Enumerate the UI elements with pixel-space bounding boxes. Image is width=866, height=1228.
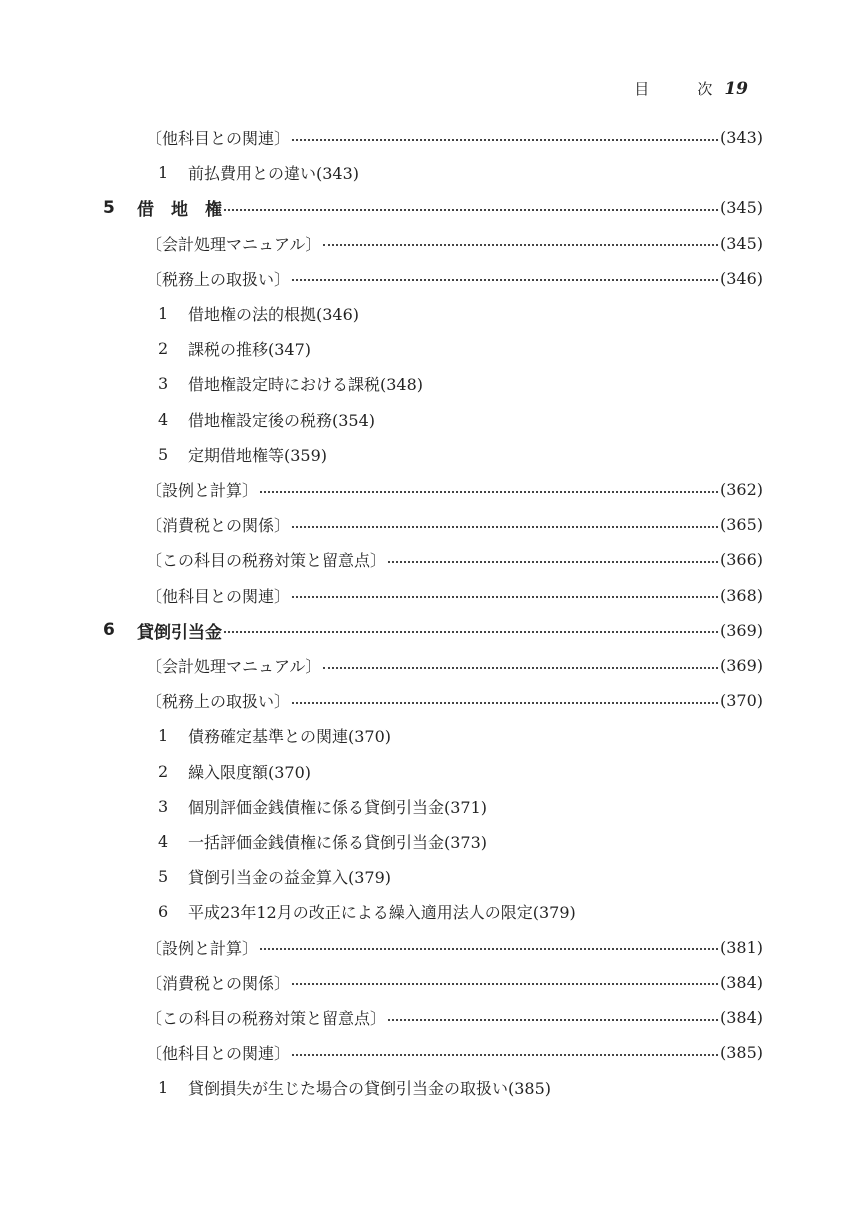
toc-entry-title: 定期借地権等(359) <box>188 445 328 465</box>
toc-entry-number: 5 <box>103 197 115 218</box>
toc-entry-number: 4 <box>158 832 169 851</box>
toc-entry-sub[interactable] <box>146 578 763 613</box>
toc-entry-page: (366) <box>719 550 763 570</box>
toc-entry-title: 〔設例と計算〕 <box>146 481 259 500</box>
toc-entry-number: 6 <box>158 902 169 922</box>
toc-entry-title: 〔他科目との関連〕 <box>146 1044 291 1064</box>
toc-entry-title: 課税の推移(347) <box>188 340 312 360</box>
dot-leader <box>388 561 718 563</box>
toc-entry-page: (369) <box>719 620 763 640</box>
toc-entry-title: 平成23年12月の改正による繰入適用法人の限定(379) <box>188 903 576 923</box>
toc-entry-number: 6 <box>103 620 115 641</box>
toc-entry-sec[interactable] <box>103 190 763 225</box>
toc-entry-title: 〔設例と計算〕 <box>146 938 259 958</box>
toc-entry-sub[interactable] <box>146 930 763 965</box>
toc-entry-title: 借 地 権 <box>137 200 222 221</box>
toc-entry-sub[interactable] <box>146 683 763 718</box>
toc-entry-sub[interactable] <box>146 261 763 296</box>
toc-entry-item[interactable] <box>158 754 311 789</box>
toc-entry-number: 1 <box>158 304 169 323</box>
dot-leader <box>292 702 718 704</box>
dot-leader <box>292 526 718 528</box>
toc-entry-item[interactable] <box>158 437 327 472</box>
toc-entry-title: 貸倒引当金 <box>137 622 222 643</box>
toc-entry-item[interactable] <box>158 155 359 190</box>
dot-leader <box>323 244 718 246</box>
toc-entry-sub[interactable] <box>146 226 763 261</box>
toc-entry-page: (345) <box>719 233 763 253</box>
header-label-mokuji-2: 次 <box>697 80 713 98</box>
toc-entry-title: 〔消費税との関係〕 <box>146 973 291 993</box>
toc-entry-number: 3 <box>158 374 169 394</box>
toc-entry-page: (368) <box>719 585 763 605</box>
toc-entry-title: 貸倒引当金の益金算入(379) <box>188 868 392 888</box>
dot-leader <box>292 279 718 281</box>
toc-entry-number: 2 <box>158 339 169 359</box>
toc-entry-page: (346) <box>719 268 763 288</box>
dot-leader <box>224 209 718 211</box>
toc-entry-title: 〔会計処理マニュアル〕 <box>146 657 322 676</box>
toc-entry-page: (345) <box>719 198 763 218</box>
toc-entry-title: 貸倒損失が生じた場合の貸倒引当金の取扱い(385) <box>188 1079 552 1099</box>
dot-leader <box>292 1054 718 1056</box>
dot-leader <box>388 1019 718 1021</box>
dot-leader <box>260 491 718 493</box>
toc-entry-page: (381) <box>719 937 763 957</box>
toc-entry-title: 〔他科目との関連〕 <box>146 129 291 148</box>
toc-entry-title: 前払費用との違い(343) <box>188 164 360 184</box>
toc-entry-page: (384) <box>719 1008 763 1027</box>
toc-entry-title: 借地権設定後の税務(354) <box>188 410 376 430</box>
toc-entry-title: 借地権の法的根拠(346) <box>188 305 360 324</box>
toc-entry-sub[interactable] <box>146 120 763 155</box>
toc-entry-number: 1 <box>158 163 169 183</box>
toc-entry-number: 1 <box>158 726 169 746</box>
toc-entry-item[interactable] <box>158 789 487 824</box>
toc-entry-title: 〔税務上の取扱い〕 <box>146 269 291 289</box>
toc-entry-number: 2 <box>158 761 169 781</box>
toc-entry-item[interactable] <box>158 1070 551 1105</box>
dot-leader <box>292 983 718 985</box>
toc-entry-sub[interactable] <box>146 472 763 507</box>
toc-entry-sec[interactable] <box>103 613 763 648</box>
toc-entry-title: 〔この科目の税務対策と留意点〕 <box>146 1009 387 1028</box>
toc-entry-page: (362) <box>719 480 763 499</box>
toc-entry-sub[interactable] <box>146 542 763 577</box>
toc-entry-number: 4 <box>158 409 169 429</box>
toc-entry-sub[interactable] <box>146 1035 763 1070</box>
dot-leader <box>292 139 718 141</box>
toc-entry-title: 個別評価金銭債権に係る貸倒引当金(371) <box>188 797 488 817</box>
toc-entry-item[interactable] <box>158 331 311 366</box>
toc-entry-title: 〔この科目の税務対策と留意点〕 <box>146 551 387 571</box>
toc-entry-item[interactable] <box>158 366 423 401</box>
toc-entry-title: 繰入限度額(370) <box>188 762 312 782</box>
toc-entry-page: (369) <box>719 656 763 675</box>
page-number: 19 <box>724 79 748 99</box>
toc-entry-number: 5 <box>158 444 169 464</box>
toc-entry-number: 3 <box>158 796 169 816</box>
toc-entry-sub[interactable] <box>146 648 763 683</box>
toc-entry-title: 債務確定基準との関連(370) <box>188 727 392 747</box>
toc-entry-number: 1 <box>158 1078 169 1098</box>
toc-entry-page: (343) <box>719 128 763 147</box>
toc-entry-number: 5 <box>158 867 169 887</box>
toc-entry-page: (365) <box>719 515 763 535</box>
toc-entry-item[interactable] <box>158 718 391 753</box>
toc-entry-title: 〔税務上の取扱い〕 <box>146 692 291 712</box>
dot-leader <box>260 948 718 950</box>
toc-entry-page: (370) <box>719 691 763 711</box>
dot-leader <box>224 631 718 633</box>
toc-entry-item[interactable] <box>158 894 576 929</box>
header-label-mokuji-1: 目 <box>634 80 650 98</box>
toc-entry-page: (384) <box>719 972 763 992</box>
toc-entry-item[interactable] <box>158 859 391 894</box>
toc-entry-item[interactable] <box>158 296 359 331</box>
toc-entry-page: (385) <box>719 1043 763 1063</box>
toc-entry-item[interactable] <box>158 402 375 437</box>
dot-leader <box>292 596 718 598</box>
toc-entry-title: 借地権設定時における課税(348) <box>188 375 424 395</box>
dot-leader <box>323 667 718 669</box>
toc-entry-sub[interactable] <box>146 1000 763 1035</box>
page-header <box>634 78 748 99</box>
toc-entry-sub[interactable] <box>146 507 763 542</box>
toc-entry-title: 〔消費税との関係〕 <box>146 516 291 536</box>
toc-entry-title: 〔会計処理マニュアル〕 <box>146 234 322 254</box>
toc-entry-sub[interactable] <box>146 965 763 1000</box>
toc-entry-item[interactable] <box>158 824 487 859</box>
toc-entry-title: 一括評価金銭債権に係る貸倒引当金(373) <box>188 833 488 852</box>
toc-entry-title: 〔他科目との関連〕 <box>146 586 291 606</box>
